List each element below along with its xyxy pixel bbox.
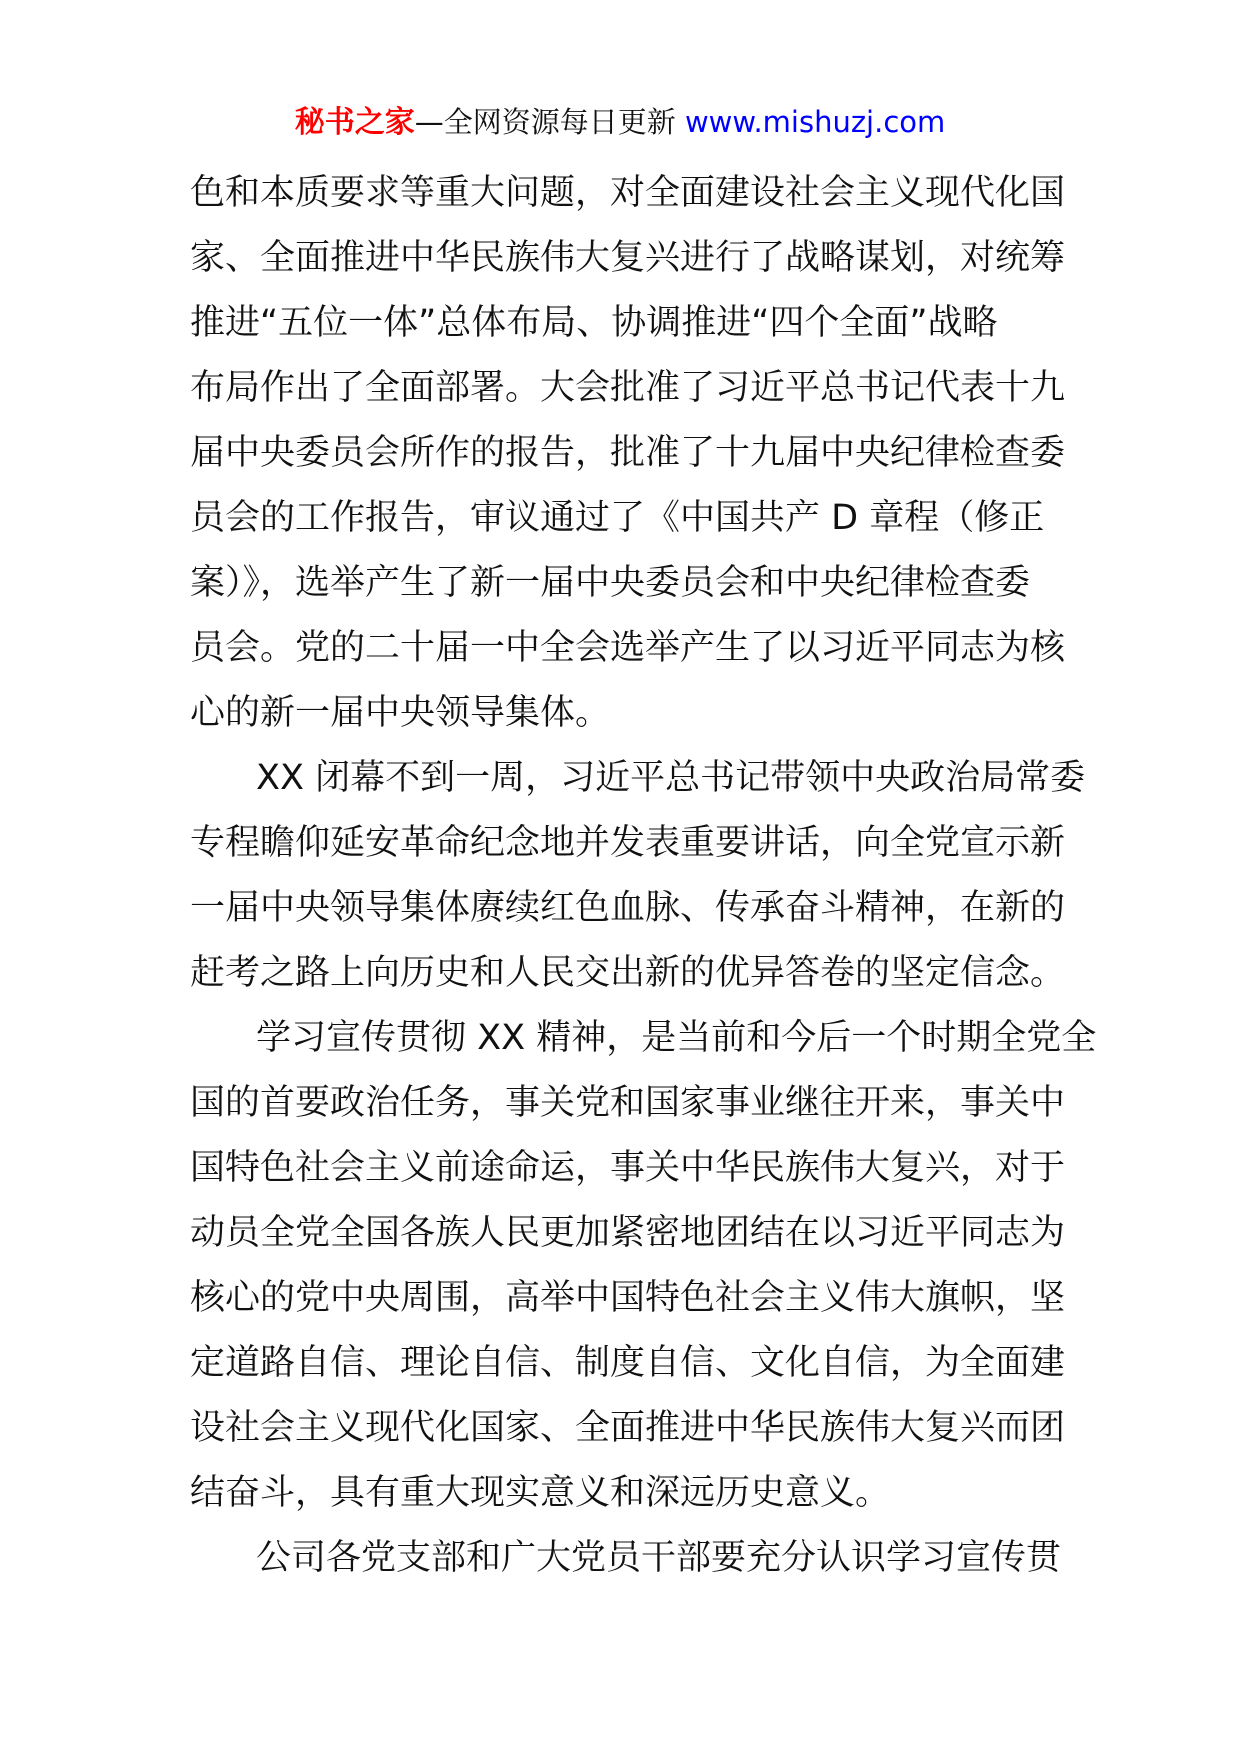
text-line: 色和本质要求等重大问题，对全面建设社会主义现代化国: [190, 173, 1066, 213]
page-header: [0, 100, 1240, 145]
text-line: 国特色社会主义前途命运，事关中华民族伟大复兴，对于: [190, 1148, 1066, 1188]
text-line: 员会。党的二十届一中全会选举产生了以习近平同志为核: [190, 628, 1066, 668]
text-line: 家、全面推进中华民族伟大复兴进行了战略谋划，对统筹: [190, 238, 1066, 278]
paragraph-start-line: 公司各党支部和广大党员干部要充分认识学习宣传贯: [256, 1538, 1062, 1578]
paragraph-start-line: XX 闭幕不到一周，习近平总书记带领中央政治局常委: [256, 758, 1086, 798]
text-line: 动员全党全国各族人民更加紧密地团结在以习近平同志为: [190, 1213, 1066, 1253]
text-line: 一届中央领导集体赓续红色血脉、传承奋斗精神，在新的: [190, 888, 1066, 928]
text-line: 赶考之路上向历史和人民交出新的优异答卷的坚定信念。: [190, 953, 1066, 993]
text-line: 心的新一届中央领导集体。: [190, 693, 611, 733]
site-url-link[interactable]: www.mishuzj.com: [684, 105, 946, 139]
text-line: 核心的党中央周围，高举中国特色社会主义伟大旗帜，坚: [190, 1278, 1066, 1318]
text-line: 推进“五位一体”总体布局、协调推进“四个全面”战略: [190, 303, 998, 343]
text-line: 案）》，选举产生了新一届中央委员会和中央纪律检查委: [190, 563, 1031, 603]
header-tagline: —全网资源每日更新: [414, 105, 676, 139]
brand-name: 秘书之家: [294, 105, 415, 140]
text-line: 员会的工作报告，审议通过了《中国共产 D 章程（修正: [190, 498, 1045, 538]
document-body: [190, 161, 1097, 1591]
text-line: 届中央委员会所作的报告，批准了十九届中央纪律检查委: [190, 433, 1066, 473]
text-line: 国的首要政治任务，事关党和国家事业继往开来，事关中: [190, 1083, 1066, 1123]
text-line: 设社会主义现代化国家、全面推进中华民族伟大复兴而团: [190, 1408, 1066, 1448]
text-line: 专程瞻仰延安革命纪念地并发表重要讲话，向全党宣示新: [190, 823, 1066, 863]
text-line: 结奋斗，具有重大现实意义和深远历史意义。: [190, 1473, 891, 1513]
text-line: 布局作出了全面部署。大会批准了习近平总书记代表十九: [190, 368, 1066, 408]
text-line: 定道路自信、理论自信、制度自信、文化自信，为全面建: [190, 1343, 1066, 1383]
paragraph-start-line: 学习宣传贯彻 XX 精神，是当前和今后一个时期全党全: [256, 1018, 1097, 1058]
